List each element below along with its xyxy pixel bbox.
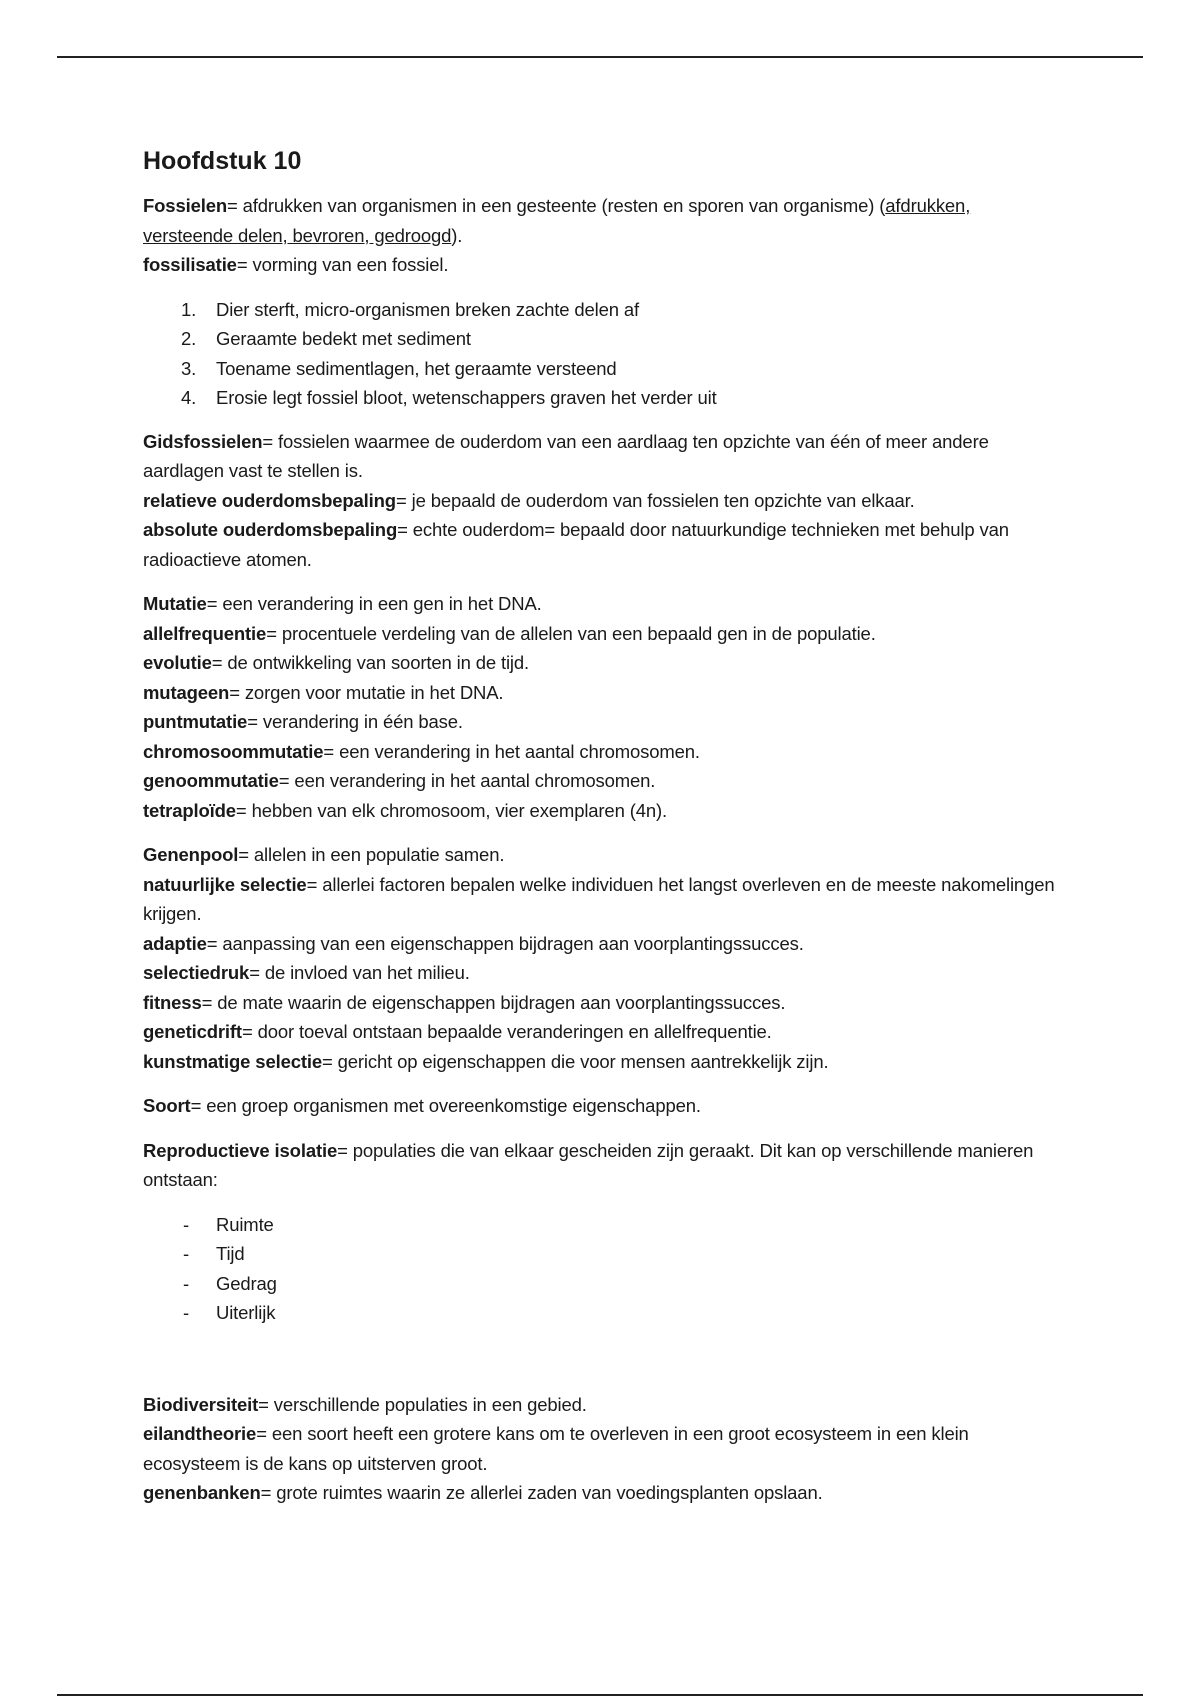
- definition-soort: [143, 1091, 1063, 1121]
- definition-text: = grote ruimtes waarin ze allerlei zaden van voedingsplanten opslaan.: [260, 1482, 823, 1503]
- definition: [143, 707, 1063, 737]
- term: evolutie: [143, 652, 212, 673]
- term: kunstmatige selectie: [143, 1050, 322, 1072]
- document-body: [143, 143, 1063, 1523]
- definition: [143, 929, 1063, 959]
- definition-text: = een verandering in het aantal chromosomen.: [278, 770, 656, 791]
- list-bullet: -: [183, 1272, 190, 1294]
- definition-text: = een verandering in een gen in het DNA.: [206, 593, 542, 614]
- section-species: [143, 1091, 1063, 1121]
- term: Genenpool: [143, 844, 239, 865]
- list-item: [143, 1210, 1063, 1240]
- list-item: [143, 324, 1063, 354]
- definition-text: = door toeval ontstaan bepaalde veranderingen en allelfrequentie.: [241, 1021, 772, 1042]
- definition-text: = de invloed van het milieu.: [249, 962, 470, 983]
- definition: [143, 737, 1063, 767]
- definition-text: = echte ouderdom= bepaald door natuurkundige technieken met behulp van radioactieve atomen.: [143, 519, 1009, 570]
- list-item-text: Toename sedimentlagen, het geraamte versteend: [216, 357, 617, 379]
- definition-text: = hebben van elk chromosoom, vier exemplaren (4n).: [235, 799, 667, 821]
- term: fitness: [143, 991, 202, 1013]
- list-item-text: Ruimte: [216, 1213, 274, 1235]
- term: chromosoommutatie: [143, 740, 324, 762]
- term: geneticdrift: [143, 1021, 242, 1042]
- list-item: [143, 1239, 1063, 1269]
- definition-fossielen: [143, 191, 1063, 250]
- definition: [143, 1390, 1063, 1420]
- list-item: [143, 295, 1063, 325]
- blank-space: [143, 1342, 1063, 1390]
- definition-text: = de ontwikkeling van soorten in de tijd.: [211, 652, 530, 673]
- definition-end: ).: [451, 224, 463, 246]
- definition-text: = procentuele verdeling van de allelen van een bepaald gen in de populatie.: [266, 622, 876, 644]
- definition: [143, 1419, 1063, 1478]
- definition: [143, 515, 1063, 574]
- definition: [143, 1017, 1063, 1047]
- definition-text: = de mate waarin de eigenschappen bijdragen aan voorplantingssucces.: [201, 991, 786, 1013]
- definition-text: = zorgen voor mutatie in het DNA.: [229, 681, 504, 703]
- list-item-text: Gedrag: [216, 1272, 277, 1294]
- definition: [143, 589, 1063, 619]
- term: fossilisatie: [143, 254, 237, 275]
- definition: [143, 870, 1063, 929]
- term: selectiedruk: [143, 962, 250, 983]
- definition-reproductieve-isolatie: [143, 1136, 1063, 1195]
- definition: [143, 958, 1063, 988]
- term: genenbanken: [143, 1482, 261, 1503]
- term: eilandtheorie: [143, 1423, 257, 1444]
- definition: [143, 619, 1063, 649]
- fossilisation-steps-list: [143, 295, 1063, 413]
- term: Soort: [143, 1095, 191, 1116]
- term: genoommutatie: [143, 770, 279, 791]
- definition-text: = fossielen waarmee de ouderdom van een aardlaag ten opzichte van één of meer andere aardlagen vast te stellen is.: [143, 430, 989, 481]
- definition: [143, 648, 1063, 678]
- list-number: 2.: [181, 328, 197, 349]
- definition-text: = gericht op eigenschappen die voor mensen aantrekkelijk zijn.: [322, 1050, 829, 1072]
- definition: [143, 486, 1063, 516]
- definition: [143, 1478, 1063, 1508]
- underlined-examples: afdrukken, versteende delen, bevroren, gedroogd: [143, 195, 971, 246]
- term: Fossielen: [143, 195, 227, 216]
- section-selection: [143, 840, 1063, 1076]
- definition: [143, 678, 1063, 708]
- term: tetraploïde: [143, 799, 236, 821]
- definition-text: = populaties die van elkaar gescheiden zijn geraakt. Dit kan op verschillende manieren ontstaan:: [143, 1139, 1034, 1190]
- term: puntmutatie: [143, 711, 248, 732]
- definition: [143, 840, 1063, 870]
- definition-text: = een groep organismen met overeenkomstige eigenschappen.: [190, 1095, 701, 1116]
- definition: [143, 427, 1063, 486]
- header-rule: [57, 56, 1143, 58]
- definition-fossilisatie: [143, 250, 1063, 280]
- definition-text: = allelen in een populatie samen.: [238, 844, 505, 865]
- list-item: [143, 354, 1063, 384]
- section-biodiversity: [143, 1390, 1063, 1508]
- page-title: Hoofdstuk 10: [143, 147, 302, 175]
- term: natuurlijke selectie: [143, 873, 307, 895]
- section-dating: [143, 427, 1063, 575]
- definition: [143, 1047, 1063, 1077]
- list-bullet: -: [183, 1302, 190, 1323]
- list-bullet: -: [183, 1213, 190, 1235]
- list-item: [143, 383, 1063, 413]
- list-number: 4.: [181, 387, 197, 408]
- list-item: [143, 1269, 1063, 1299]
- term: Biodiversiteit: [143, 1393, 259, 1415]
- definition: [143, 766, 1063, 796]
- definition-text: = allerlei factoren bepalen welke individuen het langst overleven en de meeste nakomelingen krijgen.: [143, 873, 1055, 924]
- term: absolute ouderdomsbepaling: [143, 519, 398, 540]
- definition-text: = verschillende populaties in een gebied.: [258, 1393, 587, 1415]
- list-number: 3.: [181, 357, 197, 379]
- list-item-text: Dier sterft, micro-organismen breken zachte delen af: [216, 298, 640, 320]
- list-item: [143, 1298, 1063, 1328]
- list-item-text: Geraamte bedekt met sediment: [216, 328, 471, 349]
- list-item-text: Erosie legt fossiel bloot, wetenschappers graven het verder uit: [216, 387, 717, 408]
- list-item-text: Tijd: [216, 1243, 245, 1264]
- definition-text: = een soort heeft een grotere kans om te overleven in een groot ecosysteem in een klein ecosysteem is de kans op uitsterven groot.: [143, 1423, 969, 1474]
- definition-text: = afdrukken van organismen in een gesteente (resten en sporen van organisme) (: [227, 195, 886, 216]
- definition: [143, 796, 1063, 826]
- isolation-types-list: [143, 1210, 1063, 1328]
- list-number: 1.: [181, 298, 197, 320]
- term: Reproductieve isolatie: [143, 1139, 338, 1161]
- definition-text: = aanpassing van een eigenschappen bijdragen aan voorplantingssucces.: [206, 932, 804, 954]
- term: Gidsfossielen: [143, 430, 263, 452]
- definition-text: = je bepaald de ouderdom van fossielen ten opzichte van elkaar.: [395, 489, 915, 511]
- term: Mutatie: [143, 593, 207, 614]
- section-isolation: [143, 1136, 1063, 1195]
- section-fossils: [143, 191, 1063, 280]
- section-mutations: [143, 589, 1063, 825]
- term: allelfrequentie: [143, 622, 267, 644]
- footer-rule: [57, 1694, 1143, 1696]
- definition: [143, 988, 1063, 1018]
- list-bullet: -: [183, 1243, 190, 1264]
- term: mutageen: [143, 681, 230, 703]
- term: adaptie: [143, 932, 207, 954]
- list-item-text: Uiterlijk: [216, 1302, 276, 1323]
- term: relatieve ouderdomsbepaling: [143, 489, 396, 511]
- definition-text: = verandering in één base.: [247, 711, 463, 732]
- definition-text: = een verandering in het aantal chromosomen.: [323, 740, 700, 762]
- definition-text: = vorming van een fossiel.: [236, 254, 449, 275]
